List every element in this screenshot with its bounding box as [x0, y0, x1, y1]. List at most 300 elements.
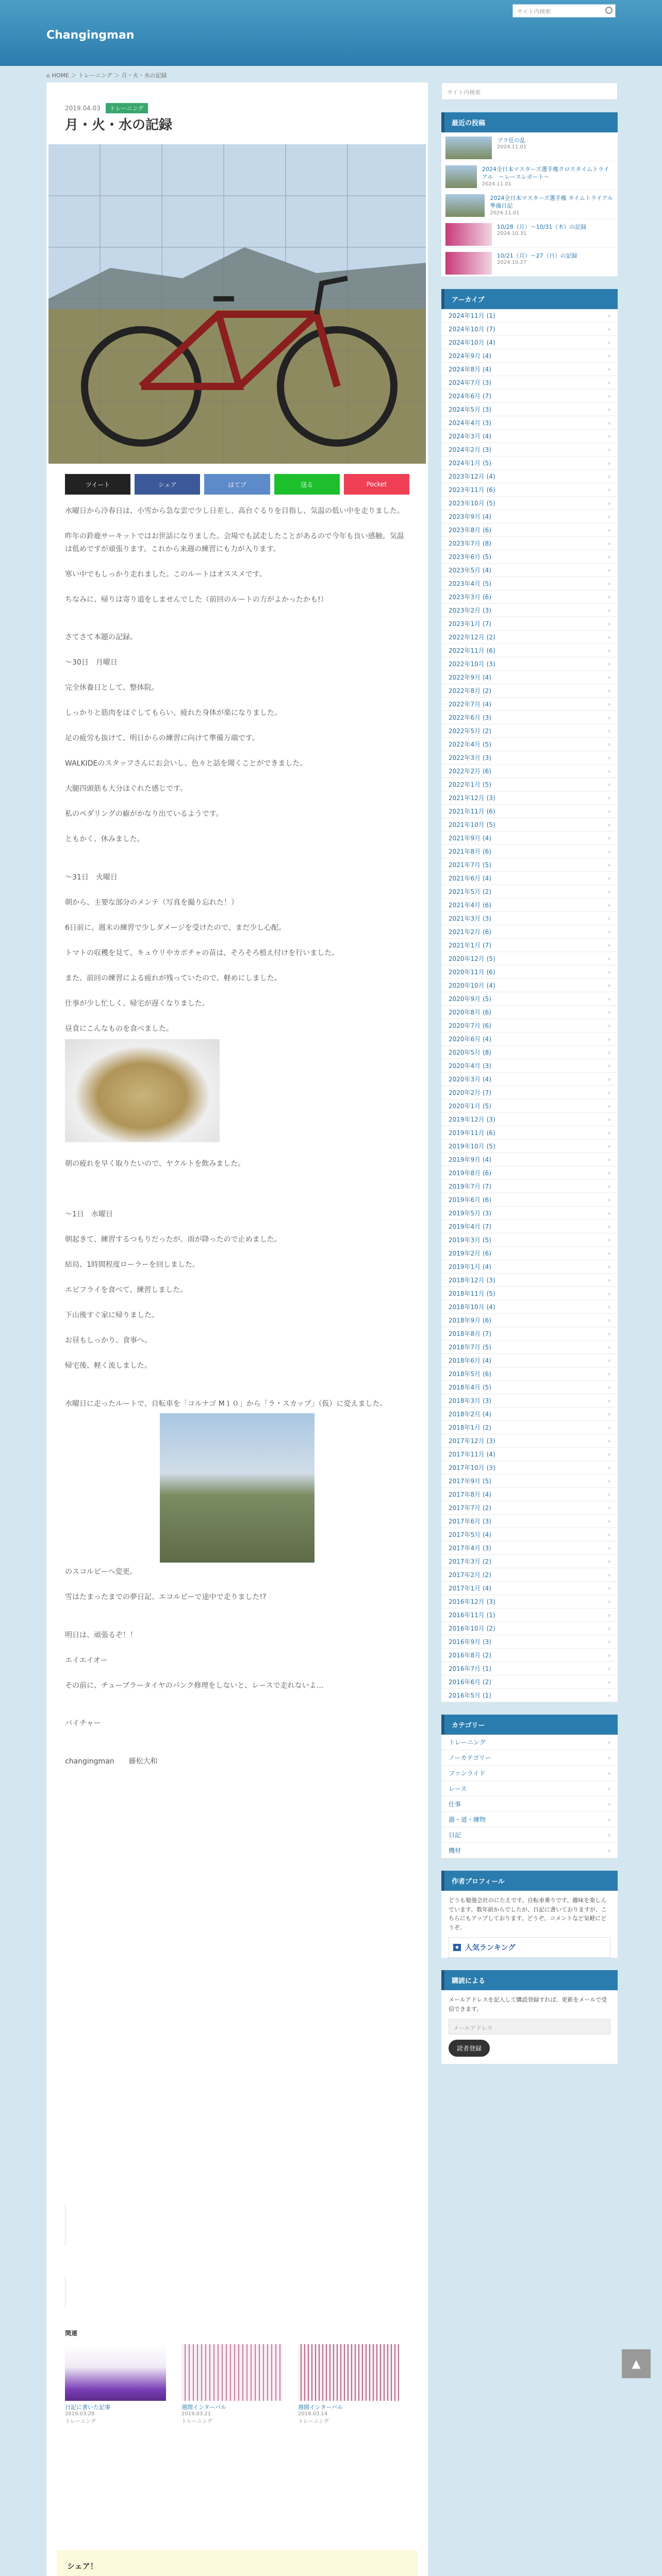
chevron-right-icon: ›	[608, 539, 610, 547]
chevron-right-icon: ›	[608, 981, 610, 989]
chevron-right-icon: ›	[608, 338, 610, 346]
archive-link[interactable]: 2024年5月 (3) ›	[441, 403, 618, 416]
archive-link[interactable]: 2023年5月 (4) ›	[441, 564, 618, 577]
article-paragraph: エイエイオー	[65, 1656, 108, 1665]
archive-widget	[441, 289, 618, 1702]
article-paragraph: その前に、チューブラータイヤのパンク修理をしないと、レースで走れないよ…	[65, 1681, 324, 1690]
archive-link[interactable]: 2016年12月 (3) ›	[441, 1595, 618, 1608]
chevron-right-icon: ›	[608, 995, 610, 1003]
category-link[interactable]: ノーカテゴリー ›	[441, 1750, 618, 1766]
chevron-right-icon: ›	[608, 1598, 610, 1605]
archive-link[interactable]: 2023年4月 (5) ›	[441, 577, 618, 590]
chevron-right-icon: ›	[608, 486, 610, 494]
eyecatch-image	[48, 144, 426, 464]
chevron-right-icon: ›	[608, 405, 610, 413]
chevron-right-icon: ›	[608, 660, 610, 668]
article-paragraph: 明日は、頑張るぞ！！	[65, 1631, 137, 1639]
post-date: 2019.04.03 トレーニング	[65, 103, 148, 113]
chevron-right-icon: ›	[608, 1624, 610, 1632]
chevron-right-icon: ›	[608, 553, 610, 561]
archive-link[interactable]: 2024年10月 (4) ›	[441, 336, 618, 349]
site-header	[0, 0, 662, 66]
related-thumb	[65, 2344, 166, 2401]
chevron-right-icon: ›	[608, 606, 610, 614]
archive-link[interactable]: 2018年1月 (2) ›	[441, 1421, 618, 1434]
archive-link[interactable]: 2020年4月 (3) ›	[441, 1059, 618, 1073]
chevron-right-icon: ›	[608, 673, 610, 681]
article-paragraph: 雪はたまったまでの夢日記、エコルピーで途中で走りました!?	[65, 1593, 267, 1601]
facebook-share-button[interactable]: シェア	[135, 474, 200, 495]
archive-link[interactable]: 2017年10月 (3) ›	[441, 1461, 618, 1475]
related-card[interactable]	[65, 2344, 166, 2425]
sidebar-search-input[interactable]: サイト内検索	[441, 82, 618, 100]
chevron-right-icon: ›	[608, 1156, 610, 1163]
archive-link[interactable]: 2018年7月 (5) ›	[441, 1341, 618, 1354]
chevron-right-icon: ›	[608, 848, 610, 855]
chevron-right-icon: ›	[608, 1290, 610, 1297]
archive-link[interactable]: 2022年4月 (5) ›	[441, 738, 618, 751]
chevron-right-icon: ›	[608, 593, 610, 601]
article-paragraph: 水曜日に走ったルートで、自転車を「コルナゴ M１０」から「ラ・スカップ」（仮）に変えました。	[65, 1399, 387, 1408]
archive-link[interactable]: 2020年12月 (5) ›	[441, 952, 618, 965]
article-paragraph: また、前回の練習による疲れが残っていたので、軽めにしました。	[65, 974, 282, 982]
recent-post-item[interactable]: 2024全日本マスターズ選手権クロスタイムトライアル 〜レースレポート〜 2024.11.01	[441, 161, 618, 190]
article-paragraph: 昨年の鈴鹿サーキットではお世話になりました。会場でも試走したことがあるので今年も良い感触。気温は低めですが頑張ります。これから来週の練習にも力が入ります。	[65, 532, 404, 553]
recent-post-item[interactable]: ブラ狂の乱 2024.11.01	[441, 132, 618, 161]
article-paragraph: のスコルピーへ変更。	[65, 1568, 137, 1576]
archive-link[interactable]: 2016年8月 (2) ›	[441, 1649, 618, 1662]
chevron-right-icon: ›	[608, 392, 610, 400]
subscribe-email-field[interactable]: メールアドレス	[449, 2019, 610, 2035]
page-top-button[interactable]: ▲	[622, 2349, 651, 2378]
chevron-right-icon: ›	[608, 1089, 610, 1096]
archive-link[interactable]: 2021年11月 (6) ›	[441, 805, 618, 818]
archive-link[interactable]: 2022年9月 (4) ›	[441, 671, 618, 684]
archive-link[interactable]: 2021年5月 (2) ›	[441, 885, 618, 899]
chevron-right-icon: ›	[608, 1437, 610, 1445]
archive-link[interactable]: 2018年6月 (4) ›	[441, 1354, 618, 1367]
article-paragraph: 6日前に、週末の練習で少しダメージを受けたので、まだ少し心配。	[65, 923, 286, 932]
subscribe-widget	[441, 1970, 618, 2063]
archive-link[interactable]: 2019年1月 (4) ›	[441, 1260, 618, 1274]
archive-link[interactable]: 2021年7月 (5) ›	[441, 858, 618, 872]
article-paragraph: 帰宅後、軽く流しました。	[65, 1362, 152, 1370]
archive-link[interactable]: 2021年12月 (3) ›	[441, 791, 618, 805]
archive-link[interactable]: 2017年9月 (5) ›	[441, 1475, 618, 1488]
archive-link[interactable]: 2022年5月 (2) ›	[441, 724, 618, 738]
archive-link[interactable]: 2017年5月 (4) ›	[441, 1528, 618, 1541]
archive-link[interactable]: 2020年1月 (5) ›	[441, 1099, 618, 1113]
archive-link[interactable]: 2023年3月 (6) ›	[441, 590, 618, 604]
archive-link[interactable]: 2023年1月 (7) ›	[441, 617, 618, 631]
archive-link[interactable]: 2022年10月 (3) ›	[441, 657, 618, 671]
page-title: 月・火・水の記録	[65, 117, 173, 133]
chevron-right-icon: ›	[608, 1517, 610, 1525]
chevron-right-icon: ›	[608, 1048, 610, 1056]
chevron-right-icon: ›	[608, 834, 610, 842]
archive-link[interactable]: 2022年7月 (4) ›	[441, 698, 618, 711]
archive-link[interactable]: 2023年12月 (4) ›	[441, 470, 618, 483]
article-paragraph: ちなみに、帰りは寄り道をしませんでした（前回のルートの方がよかったかも!）	[65, 595, 328, 604]
bicycle-photo	[48, 144, 426, 464]
line-button[interactable]: 送る	[274, 474, 340, 495]
archive-link[interactable]: 2020年6月 (4) ›	[441, 1032, 618, 1046]
chevron-right-icon: ›	[608, 1223, 610, 1230]
archive-link[interactable]: 2024年9月 (4) ›	[441, 349, 618, 363]
archive-link[interactable]: 2018年5月 (6) ›	[441, 1367, 618, 1381]
archive-link[interactable]: 2016年9月 (3) ›	[441, 1635, 618, 1649]
article-paragraph: ともかく、休みました。	[65, 835, 144, 843]
article-paragraph: 朝から、主要な部分のメンテ（写真を撮り忘れた！）	[65, 898, 238, 907]
chevron-right-icon: ›	[608, 901, 610, 909]
chevron-right-icon: ›	[608, 1343, 610, 1351]
chevron-right-icon: ›	[608, 821, 610, 828]
chevron-right-icon: ›	[608, 807, 610, 815]
chevron-right-icon: ›	[608, 620, 610, 628]
article-paragraph: 下山後すぐ家に帰りました。	[65, 1311, 159, 1319]
archive-link[interactable]: 2019年5月 (3) ›	[441, 1207, 618, 1220]
archive-link[interactable]: 2023年10月 (5) ›	[441, 497, 618, 510]
article-paragraph: トマトの収穫を見て、キュウリやカボチャの苗は、そろそろ植え付けを行いました。	[65, 948, 339, 957]
archive-link[interactable]: 2018年12月 (3) ›	[441, 1274, 618, 1287]
recent-thumb	[445, 165, 477, 188]
archive-link[interactable]: 2021年9月 (4) ›	[441, 832, 618, 845]
chevron-right-icon: ›	[608, 1611, 610, 1619]
related-card-date: 2019.03.28	[65, 2411, 95, 2417]
related-card-title[interactable]: 週間インターバル	[298, 2404, 343, 2411]
archive-link[interactable]: 2019年10月 (5) ›	[441, 1140, 618, 1153]
chevron-right-icon: ›	[608, 1115, 610, 1123]
archive-link[interactable]: 2019年7月 (7) ›	[441, 1180, 618, 1193]
related-thumb	[181, 2344, 283, 2401]
chevron-right-icon: ›	[608, 312, 610, 319]
chevron-right-icon: ›	[608, 1544, 610, 1552]
archive-link[interactable]: 2017年7月 (2) ›	[441, 1501, 618, 1515]
archive-link[interactable]: 2023年9月 (4) ›	[441, 510, 618, 523]
main-content	[46, 82, 428, 2576]
chevron-right-icon: ›	[608, 714, 610, 721]
chevron-right-icon: ›	[608, 580, 610, 587]
recent-post-item[interactable]: 2024全日本マスターズ選手権 タイムトライアル準備日記 2024.11.01	[441, 190, 618, 219]
archive-link[interactable]: 2024年8月 (4) ›	[441, 363, 618, 376]
archive-link[interactable]: 2017年4月 (3) ›	[441, 1541, 618, 1555]
archive-link[interactable]: 2022年12月 (2) ›	[441, 631, 618, 644]
breadcrumb[interactable]: ⌂ HOME ＞ トレーニング ＞ 月・火・水の記録	[46, 72, 167, 79]
ranking-banner[interactable]: ◆ 人気ランキング	[449, 1937, 610, 1958]
sidebar	[441, 82, 618, 2076]
related-section	[65, 2329, 409, 2342]
related-card[interactable]	[298, 2344, 399, 2425]
archive-link[interactable]: 2020年8月 (6) ›	[441, 1006, 618, 1019]
chevron-right-icon: ›	[608, 1584, 610, 1592]
article-paragraph: 水曜日から冷春日は、小雪から急な雲で少し日差し、高台ぐるりを目指し、気温の低い中を走りました。	[65, 507, 404, 515]
pocket-button[interactable]: Pocket	[344, 474, 409, 495]
archive-link[interactable]: 2020年3月 (4) ›	[441, 1073, 618, 1086]
archive-link[interactable]: 2021年4月 (6) ›	[441, 899, 618, 912]
article-paragraph: 朝の疲れを早く取りたいので、ヤクルトを飲みました。	[65, 1160, 245, 1168]
related-card-title[interactable]: 日記に書いた記事	[65, 2404, 110, 2411]
archive-link[interactable]: 2018年3月 (3) ›	[441, 1394, 618, 1408]
chevron-right-icon: ›	[608, 1303, 610, 1311]
archive-link[interactable]: 2017年1月 (4) ›	[441, 1582, 618, 1595]
widget-title: 作者プロフィール	[441, 1871, 618, 1891]
archive-link[interactable]: 2023年2月 (3) ›	[441, 604, 618, 617]
chevron-right-icon: ›	[608, 1142, 610, 1150]
widget-title: 購読による	[441, 1970, 618, 1990]
recent-thumb	[445, 194, 485, 217]
archive-link[interactable]: 2022年6月 (3) ›	[441, 711, 618, 724]
related-card-cat: トレーニング	[181, 2419, 212, 2425]
archive-link[interactable]: 2022年1月 (5) ›	[441, 778, 618, 791]
chevron-right-icon: ›	[608, 700, 610, 708]
article-paragraph: バイチャー	[65, 1719, 101, 1727]
chevron-right-icon: ›	[608, 1504, 610, 1512]
chevron-right-icon: ›	[608, 1075, 610, 1083]
archive-link[interactable]: 2017年6月 (3) ›	[441, 1515, 618, 1528]
chevron-right-icon: ›	[608, 1571, 610, 1579]
tweet-button[interactable]: ツイート	[65, 474, 130, 495]
header-search-input[interactable]: サイト内検索	[512, 4, 616, 18]
natto-photo	[65, 1039, 220, 1142]
chevron-right-icon: ›	[608, 1397, 610, 1404]
archive-link[interactable]: 2019年11月 (6) ›	[441, 1126, 618, 1140]
related-title: 関連	[65, 2330, 78, 2337]
archive-link[interactable]: 2018年8月 (7) ›	[441, 1327, 618, 1341]
archive-link[interactable]: 2020年10月 (4) ›	[441, 979, 618, 992]
chevron-right-icon: ›	[608, 1182, 610, 1190]
chevron-right-icon: ›	[608, 1738, 610, 1746]
related-card-title[interactable]: 週間インターバル	[181, 2404, 227, 2411]
chevron-right-icon: ›	[608, 861, 610, 869]
ranking-logo-icon: ◆	[453, 1944, 461, 1951]
chevron-right-icon: ›	[608, 1330, 610, 1337]
article-paragraph: 寒い中でもしっかり走れました。このルートはオススメです。	[65, 570, 267, 579]
archive-link[interactable]: 2021年3月 (3) ›	[441, 912, 618, 925]
archive-link[interactable]: 2023年8月 (6) ›	[441, 523, 618, 537]
category-link[interactable]: 仕事 ›	[441, 1797, 618, 1812]
chevron-right-icon: ›	[608, 1769, 610, 1777]
subscribe-text: メールアドレスを記入して購読登録すれば、更新をメールで受信できます。	[449, 1996, 607, 2012]
chevron-right-icon: ›	[608, 968, 610, 976]
chevron-right-icon: ›	[608, 1816, 610, 1823]
archive-link[interactable]: 2016年5月 (1) ›	[441, 1689, 618, 1702]
related-card-cat: トレーニング	[65, 2419, 96, 2425]
chevron-right-icon: ›	[608, 1450, 610, 1458]
tag-line[interactable]: changingman 藤松大和	[65, 1757, 158, 1766]
archive-link[interactable]: 2019年6月 (6) ›	[441, 1193, 618, 1207]
chevron-right-icon: ›	[608, 526, 610, 534]
chevron-right-icon: ›	[608, 1022, 610, 1029]
chevron-right-icon: ›	[608, 432, 610, 440]
archive-link[interactable]: 2018年9月 (6) ›	[441, 1314, 618, 1327]
chevron-right-icon: ›	[608, 1008, 610, 1016]
chevron-right-icon: ›	[608, 1263, 610, 1270]
chevron-right-icon: ›	[608, 472, 610, 480]
day-heading: ～30日 月曜日	[65, 658, 118, 667]
archive-link[interactable]: 2021年2月 (6) ›	[441, 925, 618, 939]
archive-link[interactable]: 2024年7月 (3) ›	[441, 376, 618, 389]
archive-link[interactable]: 2020年2月 (7) ›	[441, 1086, 618, 1099]
chevron-right-icon: ›	[608, 955, 610, 962]
chevron-right-icon: ›	[608, 1276, 610, 1284]
archive-link[interactable]: 2021年6月 (4) ›	[441, 872, 618, 885]
archive-link[interactable]: 2019年12月 (3) ›	[441, 1113, 618, 1126]
archive-link[interactable]: 2024年1月 (5) ›	[441, 456, 618, 470]
recent-posts-widget	[441, 112, 618, 277]
archive-link[interactable]: 2024年3月 (4) ›	[441, 430, 618, 443]
chevron-right-icon: ›	[608, 1102, 610, 1110]
chevron-right-icon: ›	[608, 1196, 610, 1204]
archive-link[interactable]: 2019年8月 (6) ›	[441, 1166, 618, 1180]
article-paragraph: エビフライを食べて、練習しました。	[65, 1286, 188, 1294]
bike-photo-2	[160, 1413, 315, 1563]
widget-title: アーカイブ	[441, 289, 618, 309]
chevron-right-icon: ›	[608, 633, 610, 641]
archive-link[interactable]: 2016年6月 (2) ›	[441, 1675, 618, 1689]
archive-link[interactable]: 2021年10月 (5) ›	[441, 818, 618, 832]
chevron-right-icon: ›	[608, 1651, 610, 1659]
category-link[interactable]: 日記 ›	[441, 1827, 618, 1843]
site-title[interactable]: Changingman	[46, 29, 135, 42]
chevron-right-icon: ›	[608, 781, 610, 788]
chevron-right-icon: ›	[608, 914, 610, 922]
chevron-right-icon: ›	[608, 1665, 610, 1672]
article-paragraph: しっかりと筋肉をほぐしてもらい、疲れた身体が楽になりました。	[65, 709, 282, 717]
archive-link[interactable]: 2021年8月 (6) ›	[441, 845, 618, 858]
chevron-right-icon: ›	[608, 754, 610, 761]
chevron-right-icon: ›	[608, 874, 610, 882]
archive-link[interactable]: 2024年6月 (7) ›	[441, 389, 618, 403]
article-paragraph: 朝起きて、練習するつもりだったが、雨が降ったので止めました。	[65, 1235, 282, 1244]
chevron-right-icon: ›	[608, 379, 610, 386]
archive-link[interactable]: 2022年3月 (3) ›	[441, 751, 618, 765]
chevron-right-icon: ›	[608, 352, 610, 360]
recent-thumb	[445, 137, 492, 159]
category-link[interactable]: ファンライド ›	[441, 1766, 618, 1781]
recent-post-item[interactable]: 10/28（月）〜10/31（木）の記録 2024.10.31	[441, 219, 618, 248]
related-card-date: 2019.03.21	[181, 2411, 211, 2417]
archive-link[interactable]: 2019年9月 (4) ›	[441, 1153, 618, 1166]
chevron-right-icon: ›	[608, 794, 610, 802]
chevron-right-icon: ›	[608, 1410, 610, 1418]
archive-link[interactable]: 2016年11月 (1) ›	[441, 1608, 618, 1622]
embed-placeholder	[65, 2205, 409, 2246]
article-paragraph: 足の疲労も抜けて、明日からの練習に向けて準備万端です。	[65, 734, 259, 742]
share-buttons-top	[65, 474, 409, 495]
archive-link[interactable]: 2017年3月 (2) ›	[441, 1555, 618, 1568]
category-link[interactable]: 器・道・練物 ›	[441, 1812, 618, 1827]
hatena-button[interactable]: はてブ	[204, 474, 270, 495]
archive-link[interactable]: 2023年11月 (6) ›	[441, 483, 618, 497]
archive-link[interactable]: 2024年10月 (7) ›	[441, 323, 618, 336]
category-link[interactable]: 機材 ›	[441, 1843, 618, 1858]
category-link[interactable]: トレーニング ›	[441, 1735, 618, 1750]
chevron-right-icon: ›	[608, 566, 610, 574]
article-paragraph: 完全休養日として、整体院。	[65, 684, 159, 692]
archive-list	[441, 309, 618, 1702]
archive-link[interactable]: 2022年2月 (6) ›	[441, 765, 618, 778]
archive-link[interactable]: 2020年9月 (5) ›	[441, 992, 618, 1006]
archive-link[interactable]: 2019年4月 (7) ›	[441, 1220, 618, 1233]
archive-link[interactable]: 2019年2月 (6) ›	[441, 1247, 618, 1260]
chevron-right-icon: ›	[608, 740, 610, 748]
chevron-right-icon: ›	[608, 1754, 610, 1761]
profile-text: どうも勉強会社のにたえです。自転車乗りです。趣味を楽しんでいます。数年前からでしたが、日記に書いておりますが、こちらにもアップしております。どうぞ、コメントなど気軽にどうぞ。	[449, 1897, 607, 1931]
archive-link[interactable]: 2020年7月 (6) ›	[441, 1019, 618, 1032]
archive-link[interactable]: 2023年7月 (8) ›	[441, 537, 618, 550]
archive-link[interactable]: 2016年10月 (2) ›	[441, 1622, 618, 1635]
chevron-right-icon: ›	[608, 928, 610, 936]
chevron-right-icon: ›	[608, 513, 610, 520]
archive-link[interactable]: 2020年5月 (8) ›	[441, 1046, 618, 1059]
category-tag[interactable]: トレーニング	[106, 103, 148, 113]
chevron-right-icon: ›	[608, 1831, 610, 1839]
article-paragraph: 仕事が少し忙しく、帰宅が遅くなりました。	[65, 999, 209, 1008]
chevron-right-icon: ›	[608, 1370, 610, 1378]
archive-link[interactable]: 2019年3月 (5) ›	[441, 1233, 618, 1247]
archive-link[interactable]: 2018年4月 (5) ›	[441, 1381, 618, 1394]
chevron-right-icon: ›	[608, 1209, 610, 1217]
archive-link[interactable]: 2017年12月 (3) ›	[441, 1434, 618, 1448]
subscribe-button[interactable]: 読者登録	[449, 2040, 490, 2057]
archive-link[interactable]: 2020年11月 (6) ›	[441, 965, 618, 979]
archive-link[interactable]: 2016年7月 (1) ›	[441, 1662, 618, 1675]
archive-link[interactable]: 2022年11月 (6) ›	[441, 644, 618, 657]
chevron-right-icon: ›	[608, 941, 610, 949]
chevron-right-icon: ›	[608, 1423, 610, 1431]
chevron-right-icon: ›	[608, 1531, 610, 1538]
chevron-right-icon: ›	[608, 1129, 610, 1137]
chevron-right-icon: ›	[608, 767, 610, 775]
category-link[interactable]: レース ›	[441, 1781, 618, 1797]
chevron-right-icon: ›	[608, 419, 610, 427]
archive-link[interactable]: 2021年1月 (7) ›	[441, 939, 618, 952]
chevron-right-icon: ›	[608, 1691, 610, 1699]
archive-link[interactable]: 2018年11月 (5) ›	[441, 1287, 618, 1300]
chevron-right-icon: ›	[608, 1062, 610, 1070]
archive-link[interactable]: 2024年2月 (3) ›	[441, 443, 618, 456]
archive-link[interactable]: 2023年6月 (5) ›	[441, 550, 618, 564]
article-paragraph: 私のペダリングの癖がかなり出ているようです。	[65, 810, 223, 818]
chevron-right-icon: ›	[608, 1490, 610, 1498]
chevron-right-icon: ›	[608, 1785, 610, 1792]
chevron-right-icon: ›	[608, 1249, 610, 1257]
archive-link[interactable]: 2022年8月 (2) ›	[441, 684, 618, 698]
article-paragraph: お昼もしっかり、食事へ。	[65, 1336, 152, 1345]
share-section	[57, 2550, 418, 2576]
archive-link[interactable]: 2018年2月 (4) ›	[441, 1408, 618, 1421]
chevron-right-icon: ›	[608, 1800, 610, 1808]
archive-link[interactable]: 2018年10月 (4) ›	[441, 1300, 618, 1314]
archive-link[interactable]: 2024年11月 (1) ›	[441, 309, 618, 323]
chevron-right-icon: ›	[608, 365, 610, 373]
related-card[interactable]	[181, 2344, 283, 2425]
chevron-right-icon: ›	[608, 727, 610, 735]
day-heading: ～1日 水曜日	[65, 1210, 113, 1218]
archive-link[interactable]: 2017年11月 (4) ›	[441, 1448, 618, 1461]
chevron-right-icon: ›	[608, 1846, 610, 1854]
chevron-right-icon: ›	[608, 1638, 610, 1646]
archive-link[interactable]: 2017年2月 (2) ›	[441, 1568, 618, 1582]
recent-post-item[interactable]: 10/21（月）〜27（日）の記録 2024.10.27	[441, 248, 618, 277]
article-paragraph: 大腿四頭筋も大分ほぐれた感じです。	[65, 785, 187, 793]
category-list	[441, 1735, 618, 1858]
chevron-right-icon: ›	[608, 459, 610, 467]
search-icon[interactable]	[605, 7, 613, 14]
widget-title: 最近の投稿	[441, 112, 618, 132]
archive-link[interactable]: 2017年8月 (4) ›	[441, 1488, 618, 1501]
archive-link[interactable]: 2024年4月 (3) ›	[441, 416, 618, 430]
